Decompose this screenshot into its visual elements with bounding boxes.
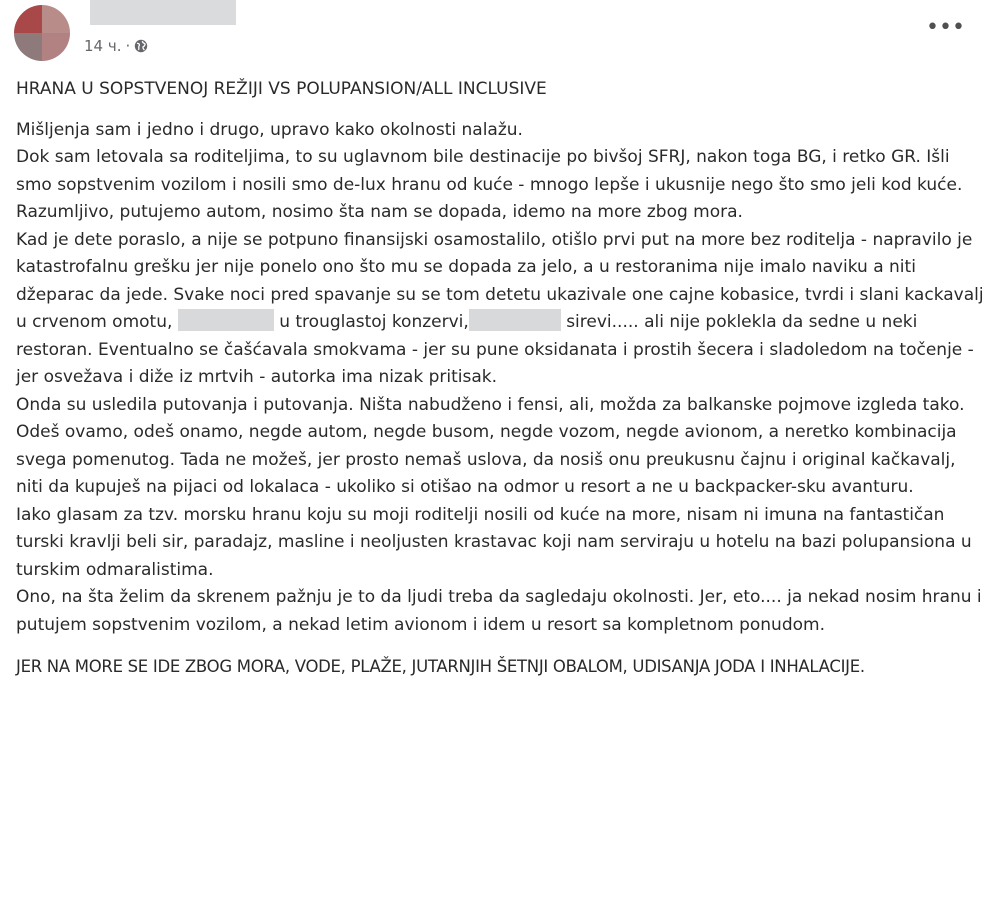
paragraph-4: Onda su usledila putovanja i putovanja. Ništa nabudženo i fensi, ali, možda za balkanske pojmove izgleda tako.: [16, 394, 965, 415]
author-name-redacted[interactable]: [90, 0, 236, 25]
avatar-tile: [14, 5, 42, 33]
post-content: [16, 76, 986, 681]
redacted-brand-2: [469, 309, 561, 331]
meta-separator: ·: [125, 37, 131, 55]
avatar-tile: [14, 33, 42, 61]
paragraph-3-part-c: sirevi..... ali nije poklekla da sedne u neki restoran. Eventualno se čašćavala smokvama - jer su pune oksidanata i prostih šecera i sladoledom na točenje - jer osvežava i diže iz mrtvih - autorka ima nizak pritisak.: [16, 312, 974, 387]
avatar[interactable]: [14, 5, 70, 61]
paragraph-2: Dok sam letovala sa roditeljima, to su uglavnom bile destinacije po bivšoj SFRJ, nakon toga BG, i retko GR. Išli smo sopstvenim vozilom i nosili smo de-lux hranu od kuće - mnogo lepše i ukusnije nego što smo jeli kod kuće. Razumljivo, putujemo autom, nosimo šta nam se dopada, idemo na more zbog mora.: [16, 147, 963, 222]
paragraph-7: Ono, na šta želim da skrenem pažnju je to da ljudi treba da sagledaju okolnosti. Jer, eto.... ja nekad nosim hranu i putujem sopstvenim vozilom, a nekad letim avionom i idem u resort sa kompletnom ponudom.: [16, 587, 982, 635]
paragraph-6: Iako glasam za tzv. morsku hranu koju su moji roditelji nosili od kuće na more, nisam ni imuna na fantastičan turski kravlji beli sir, paradajz, masline i neoljusten krastavac koji nam serviraju u hotelu na bazi polupansiona u turskim odmaralistima.: [16, 504, 972, 580]
avatar-tile: [42, 33, 70, 61]
redacted-brand-1: [178, 309, 274, 331]
avatar-tile: [42, 5, 70, 33]
post-header: [0, 0, 1000, 66]
post-title: HRANA U SOPSTVENOJ REŽIJI VS POLUPANSION/ALL INCLUSIVE: [16, 79, 547, 99]
paragraph-5: Odeš ovamo, odeš onamo, negde autom, negde busom, negde vozom, negde avionom, a neretko kombinacija svega pomenutog. Tada ne možeš, jer prosto nemaš uslova, da nosiš onu preukusnu čajnu i original kačkavalj, niti da kupuješ na pijaci od lokalaca - ukoliko si otišao na odmor u resort a ne u backpacker-sku avanturu.: [16, 422, 957, 497]
more-options-icon[interactable]: •••: [926, 15, 965, 40]
post-meta: [84, 37, 148, 55]
globe-icon[interactable]: [134, 39, 148, 53]
post-timestamp[interactable]: 14 ч.: [84, 37, 122, 55]
paragraph-3-part-a: Kad je dete poraslo, a nije se potpuno finansijski osamostalilo, otišlo prvi put na more bez roditelja - napravilo je katastrofalnu grešku jer nije ponelo ono što mu se dopada za jelo, a u restoranima nije imalo naviku a niti džeparac da jede. Svake noci pred spavanje su se tom detetu ukazivale one cajne kobasice, tvrdi i slani kackavalj u crvenom omotu,: [16, 229, 984, 332]
paragraph-3-part-b: u trouglastoj konzervi,: [279, 312, 469, 332]
paragraph-1: Mišljenja sam i jedno i drugo, upravo kako okolnosti nalažu.: [16, 119, 523, 140]
closing-statement: JER NA MORE SE IDE ZBOG MORA, VODE, PLAŽE, JUTARNJIH ŠETNJI OBALOM, UDISANJA JODA I INHALACIJE.: [16, 657, 865, 676]
paragraph-3: [16, 227, 986, 392]
